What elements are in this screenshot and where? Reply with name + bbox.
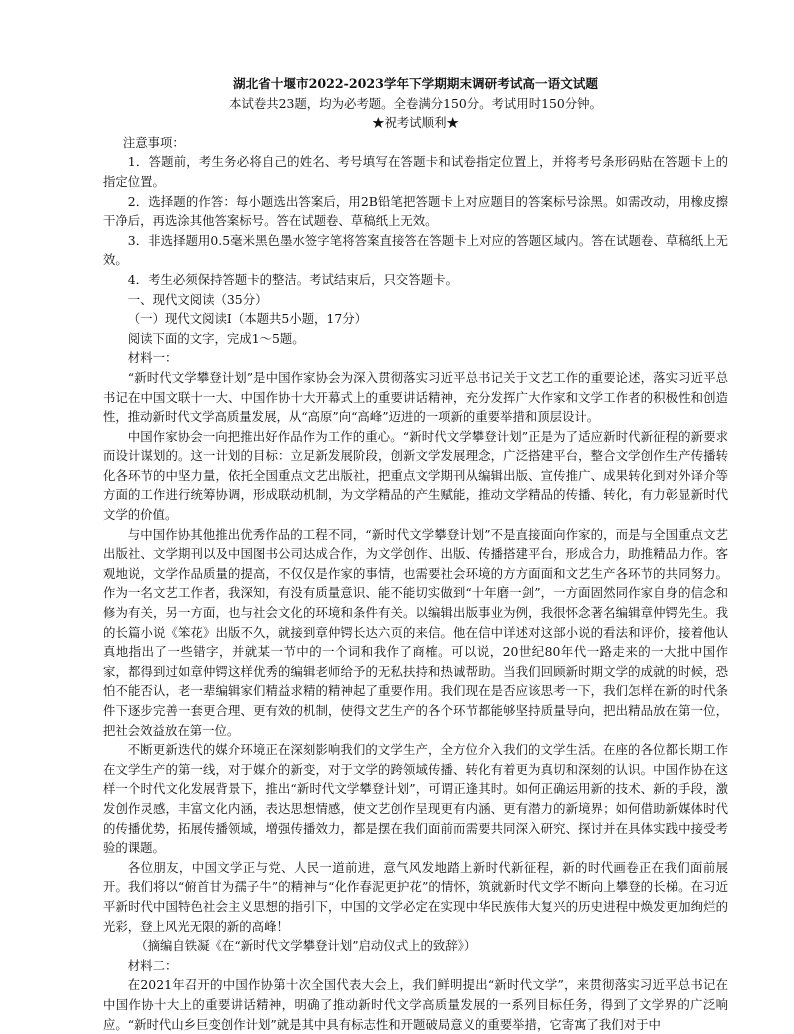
subsection-heading: （一）现代文阅读Ⅰ（本题共5小题，17分） bbox=[127, 311, 367, 327]
exam-title: 湖北省十堰市2022-2023学年下学期期末调研考试高一语文试题 bbox=[233, 76, 598, 91]
exam-subtitle: 本试卷共23题，均为必考题。全卷满分150分。考试用时150分钟。 bbox=[229, 95, 602, 111]
material-paragraph: 中国作家协会一向把推出好作品作为工作的重心。“新时代文学攀登计划”正是为了适应新时代新征程的新要求而设计谋划的。这一计划的目标：立足新发展阶段，创新文学发展理念，广泛搭建平台，整合文学创作生产传播转化各环节的中坚力量，依托全国重点文艺出版社，把重点文学期刊从编辑出版、宣传推广、成果转化到对外译介等方面的工作进行统筹协调，形成联动机制，为文学精品的产生赋能，推动文学精品的传播、转化，有力彰显新时代文学的价值。 bbox=[103, 428, 728, 523]
notice-item: 3．非选择题用0.5毫米黑色墨水签字笔将答案直接答在答题卡上对应的答题区域内。答在试题卷、草稿纸上无效。 bbox=[103, 232, 728, 268]
material-paragraph: 在2021年召开的中国作协第十次全国代表大会上，我们鲜明提出“新时代文学”，来贯彻落实习近平总书记在中国作协十大上的重要讲话精神，明确了推动新时代文学高质量发展的一系列目标任务，得到了文学界的广泛响应。“新时代山乡巨变创作计划”就是其中具有标志性和开题破局意义的重要举措，它寄寓了我们对于中 bbox=[103, 977, 728, 1032]
section-heading: 一、现代文阅读（35分） bbox=[127, 291, 268, 307]
reading-instruction: 阅读下面的文字，完成1～5题。 bbox=[127, 330, 305, 346]
material-source: （摘编自铁凝《在“新时代文学攀登计划”启动仪式上的致辞》） bbox=[135, 938, 477, 954]
notice-item: 1．答题前，考生务必将自己的姓名、考号填写在答题卡和试卷指定位置上，并将考号条形码贴在答题卡上的指定位置。 bbox=[103, 154, 728, 189]
exam-wish: ★祝考试顺利★ bbox=[372, 115, 459, 131]
notice-item: 2．选择题的作答：每小题选出答案后，用2B铅笔把答题卡上对应题目的答案标号涂黑。如需改动，用橡皮擦干净后，再选涂其他答案标号。答在试题卷、草稿纸上无效。 bbox=[103, 193, 728, 229]
material-paragraph: 各位朋友，中国文学正与党、人民一道前进，意气风发地踏上新时代新征程，新的时代画卷正在我们面前展开。我们将以“俯首甘为孺子牛”的精神与“化作春泥更护花”的情怀，筑就新时代文学不断向上攀登的长梯。在习近平新时代中国特色社会主义思想的指引下，中国的文学必定在实现中华民族伟大复兴的历史进程中焕发更加绚烂的光彩，登上风光无限的新的高峰！ bbox=[103, 859, 728, 934]
material-label: 材料一： bbox=[127, 350, 178, 366]
material-paragraph: “新时代文学攀登计划”是中国作家协会为深入贯彻落实习近平总书记关于文艺工作的重要论述，落实习近平总书记在中国文联十一大、中国作协十大开幕式上的重要讲话精神，充分发挥广大作家和文学工作者的积极性和创造性，推动新时代文学高质量发展，从“高原”向“高峰”迈进的一项新的重要举措和顶层设计。 bbox=[103, 369, 728, 425]
material-paragraph: 不断更新迭代的媒介环境正在深刻影响我们的文学生产，全方位介入我们的文学生活。在座的各位都长期工作在文学生产的第一线，对于媒介的新变，对于文学的跨领域传播、转化有着更为真切和深刻的认识。中国作协在这样一个时代文化发展背景下，推出“新时代文学攀登计划”，可谓正逢其时。如何正确运用新的技术、新的手段，激发创作灵感，丰富文化内涵，表达思想情感，使文艺创作呈现更有内涵、更有潜力的新境界；如何借助新媒体时代的传播优势，拓展传播领域，增强传播效力，都是摆在我们面前而需要共同深入研究、探讨并在具体实践中接受考验的课题。 bbox=[103, 742, 728, 856]
material-paragraph: 与中国作协其他推出优秀作品的工程不同，“新时代文学攀登计划”不是直接面向作家的，而是与全国重点文艺出版社、文学期刊以及中国图书公司达成合作，为文学创作、出版、传播搭建平台，形成合力，助推精品力作。客观地说，文学作品质量的提高，不仅仅是作家的事情，也需要社会环境的方方面面和文艺生产各环节的共同努力。作为一名文艺工作者，我深知，有没有质量意识、能不能切实做到“十年磨一剑”，一方面固然同作家自身的信念和修为有关，另一方面，也与社会文化的环境和条件有关。以编辑出版事业为例，我很怀念著名编辑章仲锷先生。我的长篇小说《笨花》出版不久，就接到章仲锷长达六页的来信。他在信中详述对这部小说的看法和评价，接着他认真地指出了一些错字，并就某一节中的一个词和我作了商榷。可以说，20世纪80年代一路走来的一大批中国作家，都得到过如章仲锷这样优秀的编辑老师给予的无私扶持和热诚帮助。当我们回顾新时期文学的成就的时候，恐怕不能否认，老一辈编辑家们精益求精的精神起了重要作用。我们现在是否应该思考一下，我们怎样在新的时代条件下逐步完善一套更合理、更有效的机制，使得文艺生产的各个环节都能够坚持质量导向，把出精品放在第一位，把社会效益放在第一位。 bbox=[103, 526, 728, 738]
notice-item: 4．考生必须保持答题卡的整洁。考试结束后，只交答题卡。 bbox=[127, 271, 458, 287]
notice-heading: 注意事项： bbox=[122, 134, 185, 150]
material-label: 材料二： bbox=[127, 957, 178, 973]
